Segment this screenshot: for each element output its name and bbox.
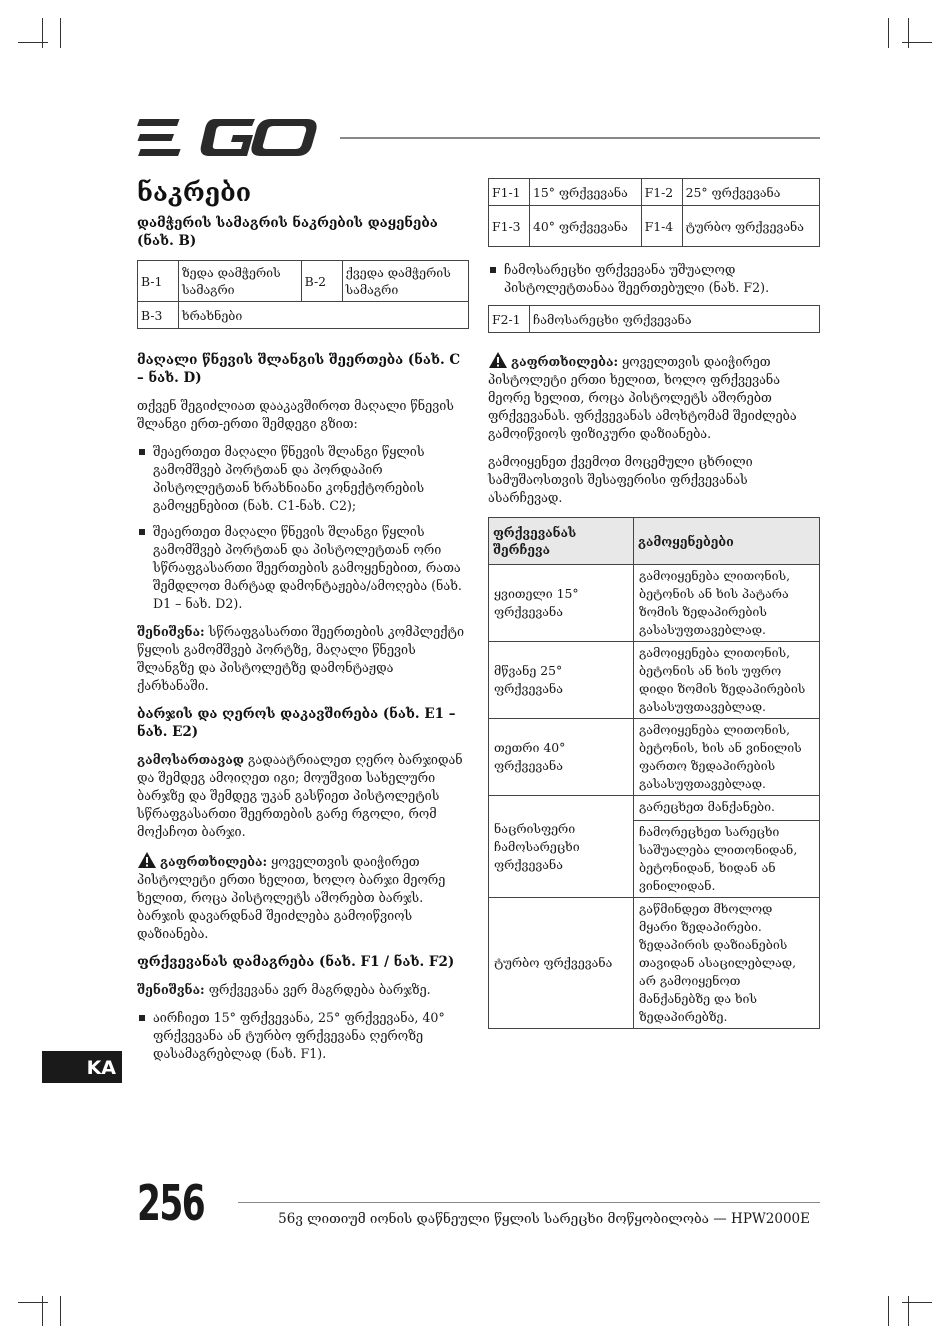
list-item: შეაერთეთ მაღალი წნევის შლანგი წყლის გამომშვებ პორტთან და პისტოლეტთან ორი სწრაფგასართი შეერთების გამოყენებით, რათა შემდლოთ მარტად დამონტაჟება/ამოღება (ნახ. D1 – ნახ. D2). <box>137 523 469 613</box>
nozzle-cell: ტურბო ფრქვევანა <box>489 898 634 1029</box>
nozzle-cell: ყვითელი 15° ფრქვევანა <box>489 565 634 642</box>
table-row <box>489 796 820 821</box>
table-row <box>489 898 820 1029</box>
crop-mark <box>42 1296 43 1326</box>
table-row <box>489 306 820 333</box>
table-row <box>489 565 820 642</box>
right-column <box>488 178 820 1029</box>
section-heading-nozzle: ფრქვევანას დამაგრება (ნახ. F1 / ნახ. F2) <box>137 954 455 970</box>
kit-table <box>137 260 469 329</box>
usage-cell: ჩამორეცხეთ სარეცხი საშუალება ლითონიდან, ბეტონიდან, ხიდან ან ვინილიდან. <box>634 821 820 898</box>
part-code: F2-1 <box>489 306 530 333</box>
nozzle-cell: ნაცრისფერი ჩამოსარეცხი ფრქვევანა <box>489 796 634 898</box>
usage-cell: გამოიყენება ლითონის, ბეტონის, ხის ან ვინილის ფართო ზედაპირების გასასუფთავებლად. <box>634 719 820 796</box>
crop-mark <box>888 18 889 48</box>
table-header-row <box>489 518 820 565</box>
section-heading-hose: მაღალი წნევის შლანგის შეერთება (ნახ. C – ნახ. D) <box>137 352 461 386</box>
part-desc: ტურბო ფრქვევანა <box>682 206 819 247</box>
crop-mark <box>60 18 61 48</box>
list-item: შეაერთეთ მაღალი წნევის შლანგი წყლის გამომშვებ პორტთან და პორდაპირ პისტოლეტთან ხრახნიანი კონექტორების გამოყენებით (ნახ. C1-ნახ. C2); <box>137 443 469 515</box>
note-text: ფრქვევანა ვერ მაგრდება ბარჯზე. <box>204 982 431 997</box>
part-code: B-1 <box>138 261 179 302</box>
table-row <box>489 719 820 796</box>
part-code: F1-3 <box>489 206 530 247</box>
warning-text: ყოველთვის დაიჭირეთ პისტოლეტი ერთი ხელით, ხოლო ბარჯი მეორე ხელით, როცა პისტოლეტს აშორებთ ბარჯს. ბარჯის დავარდნამ შეიძლება გამოიწვიოს დაზიანება. <box>137 854 446 941</box>
warning-label: გაფრთხილება: <box>511 354 619 369</box>
note <box>137 623 469 695</box>
left-column <box>137 178 469 1073</box>
paragraph: თქვენ შეგიძლიათ დააკავშიროთ მაღალი წნევის შლანგი ერთ-ერთი შემდეგი გზით: <box>137 398 454 431</box>
page-number: 256 <box>137 1175 205 1232</box>
note-label: შენიშვნა: <box>137 982 205 997</box>
column-header: გამოყენებები <box>634 518 820 565</box>
section-heading-wand: ბარჯის და ღეროს დაკავშირება (ნახ. E1 – ნახ. E2) <box>137 706 456 740</box>
crop-mark <box>42 18 43 48</box>
nozzle-cell: თეთრი 40° ფრქვევანა <box>489 719 634 796</box>
table-row <box>489 179 820 206</box>
part-desc: ქვედა დამჭერის სამაგრი <box>342 261 468 302</box>
part-code: F1-2 <box>641 179 682 206</box>
note <box>137 981 469 999</box>
page-title: ნაკრები <box>137 178 252 207</box>
warning-icon <box>488 351 508 369</box>
part-code: B-2 <box>301 261 342 302</box>
part-desc: 40° ფრქვევანა <box>530 206 642 247</box>
list-item: აირჩიეთ 15° ფრქვევანა, 25° ფრქვევანა, 40° ფრქვევანა ან ტურბო ფრქვევანა ღეროზე დასამაგრებლად (ნახ. F1). <box>137 1009 469 1063</box>
warning <box>488 351 820 443</box>
crop-mark <box>902 1302 932 1303</box>
warning-text: ყოველთვის დაიჭირეთ პისტოლეტი ერთი ხელით, ხოლო ფრქვევანა მეორე ხელით, როცა პისტოლეტს აშორებთ ფრქვევანას. ფრქვევანას ამოხტომამ შეიძლება გამოიწვიოს ფიზიკური დაზიანება. <box>488 354 797 441</box>
paragraph <box>137 751 469 841</box>
section-heading-holder-kit: დამჭერის სამაგრის ნაკრების დაყენება (ნახ. B) <box>137 215 438 249</box>
nozzle-usage-table <box>488 517 820 1029</box>
part-desc: 15° ფრქვევანა <box>530 179 642 206</box>
crop-mark <box>908 18 909 48</box>
language-tab: KA <box>42 1051 122 1083</box>
usage-cell: გამოიყენება ლითონის, ბეტონის ან ხის უფრო დიდი ზომის ზედაპირების გასასუფთავებლად. <box>634 642 820 719</box>
bullet-list <box>488 261 820 297</box>
column-header: ფრქვევანას შერჩევა <box>489 518 634 565</box>
usage-cell: გამოიყენება ლითონის, ბეტონის ან ხის პატარა ზომის ზედაპირების გასასუფთავებლად. <box>634 565 820 642</box>
part-code: F1-4 <box>641 206 682 247</box>
nozzle-cell: მწვანე 25° ფრქვევანა <box>489 642 634 719</box>
table-row <box>489 206 820 247</box>
list-item: ჩამოსარეცხი ფრქვევანა უშუალოდ პისტოლეტთანაა შეერთებული (ნახ. F2). <box>488 261 820 297</box>
note-text: სწრაფგასართი შეერთების კომპლექტი წყლის გამომშვებ პორტზე, მაღალი წნევის შლანგზე და პისტოლეტზე დამონტაჟდა ქარხანაში. <box>137 624 465 693</box>
footer-rule <box>238 1202 820 1203</box>
crop-mark <box>60 1296 61 1326</box>
note-label: შენიშვნა: <box>137 624 205 639</box>
paragraph-text: გადაატრიალეთ ღერო ბარჯიდან და შემდეგ ამოიღეთ იგი; მოუშვით სახელური ბარჯზე და შემდეგ უკან გასწიეთ პისტოლეტის სწრაფგასართი შეერთების გარე რგოლი, რომ მოქაჩოთ ბარჯი. <box>137 752 463 839</box>
paragraph: გამოიყენეთ ქვემოთ მოცემული ცხრილი სამუშაოსთვის შესაფერისი ფრქვევანას ასარჩევად. <box>488 454 753 505</box>
crop-mark <box>902 42 932 43</box>
usage-cell: გაწმინდეთ მხოლოდ მყარი ზედაპირები. ზედაპირის დაზიანების თავიდან ასაცილებლად, არ გამოიყენოთ მანქანებზე და ხის ზედაპირებზე. <box>634 898 820 1029</box>
bullet-list <box>137 1009 469 1063</box>
table-row <box>489 642 820 719</box>
part-code: F1-1 <box>489 179 530 206</box>
usage-cell: გარეცხეთ მანქანები. <box>634 796 820 821</box>
part-desc: ზედა დამჭერის სამაგრი <box>179 261 302 302</box>
part-desc: ჩამოსარეცხი ფრქვევანა <box>530 306 820 333</box>
part-desc: 25° ფრქვევანა <box>682 179 819 206</box>
part-desc: ხრახნები <box>179 302 469 329</box>
header-rule <box>340 137 820 139</box>
table-row <box>138 302 469 329</box>
paragraph-label: გამოსართავად <box>137 752 244 767</box>
crop-mark <box>18 42 48 43</box>
f2-table <box>488 305 820 333</box>
crop-mark <box>888 1296 889 1326</box>
warning <box>137 851 469 943</box>
crop-mark <box>908 1296 909 1326</box>
crop-mark <box>18 1302 48 1303</box>
footer-text: 56ვ ლითიუმ იონის დაწნეული წყლის სარეცხი მოწყობილობა — HPW2000E <box>278 1211 810 1227</box>
part-code: B-3 <box>138 302 179 329</box>
warning-label: გაფრთხილება: <box>160 854 268 869</box>
bullet-list <box>137 443 469 613</box>
nozzle-table <box>488 178 820 247</box>
table-row <box>138 261 469 302</box>
warning-icon <box>137 851 157 869</box>
ego-logo <box>137 115 322 161</box>
